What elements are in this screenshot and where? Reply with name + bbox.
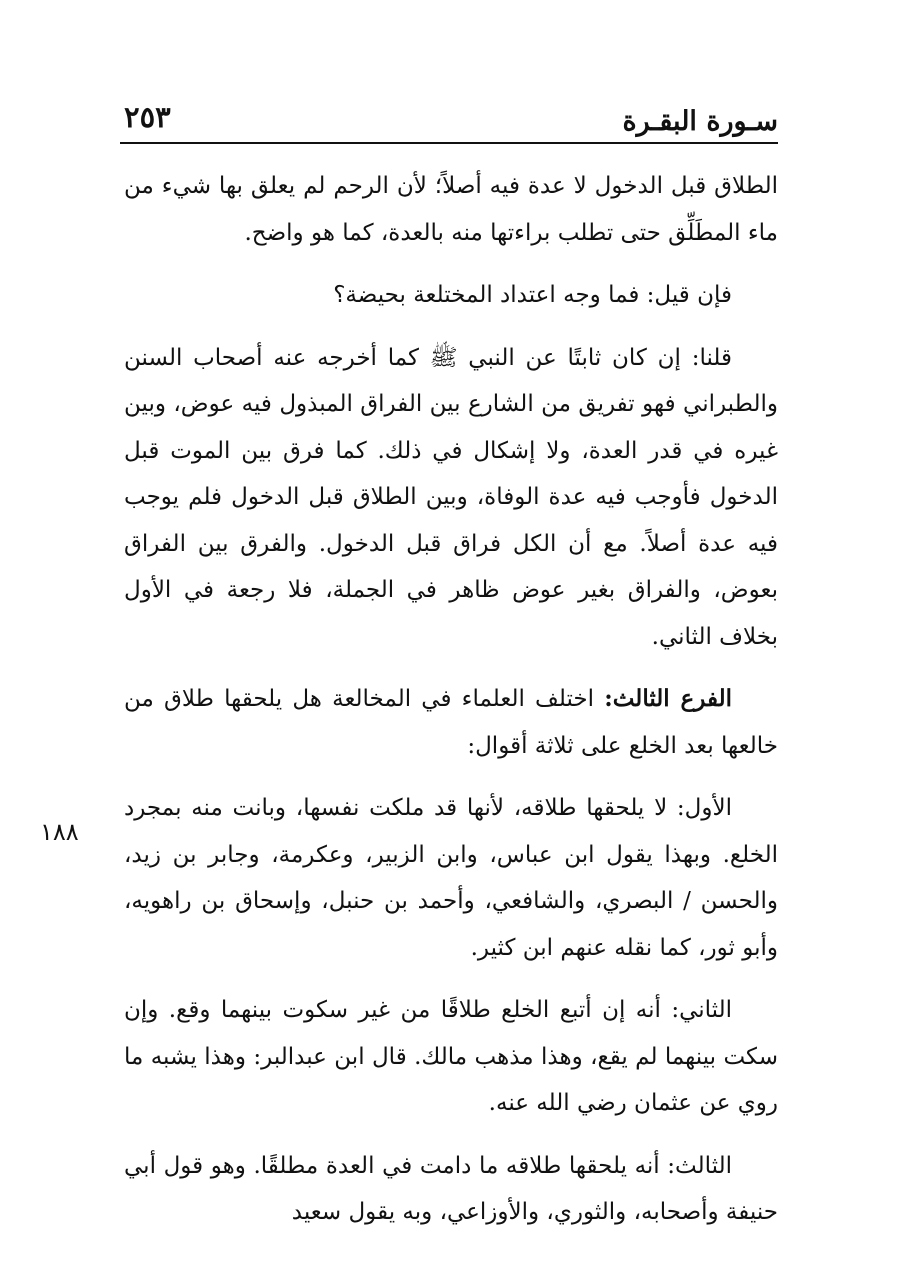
paragraph-1	[124, 163, 778, 256]
paragraph-text: الطلاق قبل الدخول لا عدة فيه أصلاً؛ لأن الرحم لم يعلق بها شيء من ماء المطَلِّق حتى تطلب براءتها منه بالعدة، كما هو واضح.	[124, 173, 778, 246]
paragraph-text: الثاني: أنه إن أتبع الخلع طلاقًا من غير سكوت بينهما وقع. وإن سكت بينهما لم يقع، وهذا مذهب مالك. قال ابن عبدالبر: وهذا يشبه ما روي عن عثمان رضي الله عنه.	[124, 997, 778, 1116]
paragraph-text: اختلف العلماء في المخالعة هل يلحقها طلاق من خالعها بعد الخلع على ثلاثة أقوال:	[124, 686, 778, 759]
surah-title: سـورة البقـرة	[622, 106, 778, 137]
page-number: ٢٥٣	[124, 100, 171, 134]
page-header	[120, 96, 778, 144]
paragraph-3	[124, 335, 778, 661]
paragraph-2	[124, 272, 778, 319]
paragraph-4	[124, 676, 778, 769]
paragraph-7	[124, 1143, 778, 1236]
paragraph-text: الأول: لا يلحقها طلاقه، لأنها قد ملكت نفسها، وبانت منه بمجرد الخلع. وبهذا يقول ابن عباس، وابن الزبير، وعكرمة، وجابر بن زيد، والحسن / البصري، والشافعي، وأحمد بن حنبل، وإسحاق بن راهويه، وأبو ثور، كما نقله عنهم ابن كثير.	[124, 795, 778, 961]
paragraph-lead: الفرع الثالث:	[604, 685, 732, 712]
paragraph-text: قلنا: إن كان ثابتًا عن النبي ﷺ كما أخرجه عنه أصحاب السنن والطبراني فهو تفريق من الشارع بين الفراق المبذول فيه عوض، وبين غيره في قدر العدة، ولا إشكال في ذلك. كما فرق بين الموت قبل الدخول فأوجب فيه عدة الوفاة، وبين الطلاق قبل الدخول فلم يوجب فيه عدة أصلاً. مع أن الكل فراق قبل الدخول. والفرق بين الفراق بعوض، والفراق بغير عوض ظاهر في الجملة، فلا رجعة في الأول بخلاف الثاني.	[124, 344, 778, 650]
paragraph-text: الثالث: أنه يلحقها طلاقه ما دامت في العدة مطلقًا. وهو قول أبي حنيفة وأصحابه، والثوري، والأوزاعي، وبه يقول سعيد	[124, 1152, 778, 1225]
paragraph-5	[124, 785, 778, 971]
margin-page-reference: ١٨٨	[40, 818, 79, 846]
paragraph-text: فإن قيل: فما وجه اعتداد المختلعة بحيضة؟	[333, 282, 732, 308]
body-text	[124, 163, 778, 1252]
paragraph-6	[124, 987, 778, 1127]
